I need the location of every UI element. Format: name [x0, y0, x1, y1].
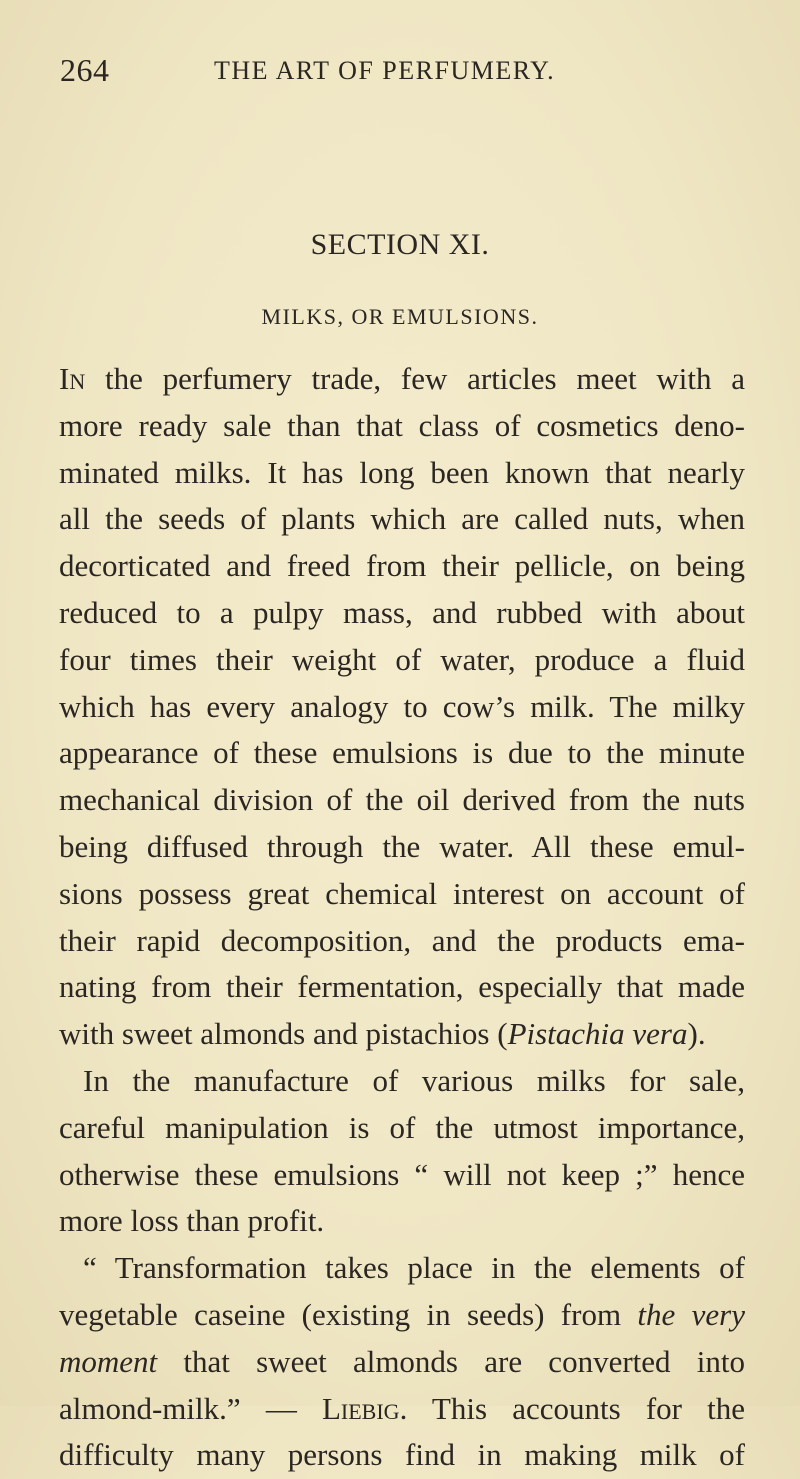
- line-text: with sweet almonds and pistachios (: [59, 1016, 508, 1052]
- section-heading: SECTION XI.: [310, 228, 490, 261]
- paragraph-2-line: In the manufacture of various milks for sale,: [83, 1062, 745, 1098]
- paragraph-1-line: decorticated and freed from their pellicle, on being: [59, 548, 745, 584]
- paragraph-3-line: [59, 1339, 745, 1386]
- paragraph-1-line: [59, 356, 745, 403]
- author-attribution: Liebig.: [321, 1390, 408, 1426]
- paragraph-2-line: careful manipulation is of the utmost importance,: [59, 1109, 745, 1145]
- emphasis-text: moment: [59, 1343, 158, 1379]
- paragraph-2-line: more loss than profit.: [59, 1203, 325, 1239]
- body-text: [59, 356, 745, 1479]
- botanical-name: Pistachia vera: [507, 1016, 688, 1052]
- line-text: that sweet almonds are converted into: [157, 1343, 745, 1379]
- paragraph-3-line: “ Transformation takes place in the elements of: [83, 1250, 745, 1286]
- paragraph-1-line: all the seeds of plants which are called nuts, when: [59, 501, 745, 537]
- paragraph-1-line: mechanical division of the oil derived from the nuts: [59, 782, 745, 818]
- emphasis-text: the very: [637, 1296, 745, 1332]
- paragraph-3-line: difficulty many persons find in making milk of: [59, 1437, 745, 1473]
- paragraph-1-line: [59, 1011, 745, 1058]
- running-title: THE ART OF PERFUMERY.: [214, 56, 556, 85]
- line-text: This accounts for the: [407, 1390, 745, 1426]
- paragraph-1-line: which has every analogy to cow’s milk. The milky: [59, 688, 745, 724]
- paragraph-3-line: [59, 1386, 745, 1433]
- paragraph-1-line: appearance of these emulsions is due to the minute: [59, 735, 745, 771]
- paragraph-1-line: reduced to a pulpy mass, and rubbed with about: [59, 594, 745, 630]
- running-head: [60, 52, 750, 96]
- paragraph-1-line: sions possess great chemical interest on account of: [59, 875, 745, 911]
- paragraph-3-line: [59, 1292, 745, 1339]
- line-text: vegetable caseine (existing in seeds) from: [59, 1296, 638, 1332]
- paragraph-1-line: four times their weight of water, produce a fluid: [59, 641, 745, 677]
- paragraph-2-line: otherwise these emulsions “ will not keep ;” hence: [59, 1156, 745, 1192]
- paragraph-1-line: more ready sale than that class of cosmetics deno-: [59, 407, 745, 443]
- paragraph-1-line: minated milks. It has long been known that nearly: [59, 454, 745, 490]
- paragraph-1-line: their rapid decomposition, and the products ema-: [59, 922, 745, 958]
- paragraph-1-line: nating from their fermentation, especially that made: [59, 969, 745, 1005]
- paragraph-1-line: being diffused through the water. All these emul-: [59, 828, 745, 864]
- line-text: the perfumery trade, few articles meet with a: [85, 361, 745, 396]
- page-number: 264: [60, 52, 110, 88]
- drop-lead-word: In: [59, 361, 86, 396]
- line-text: almond-milk.” —: [59, 1390, 322, 1426]
- line-text: ).: [687, 1016, 706, 1052]
- section-subheading: MILKS, OR EMULSIONS.: [261, 304, 539, 329]
